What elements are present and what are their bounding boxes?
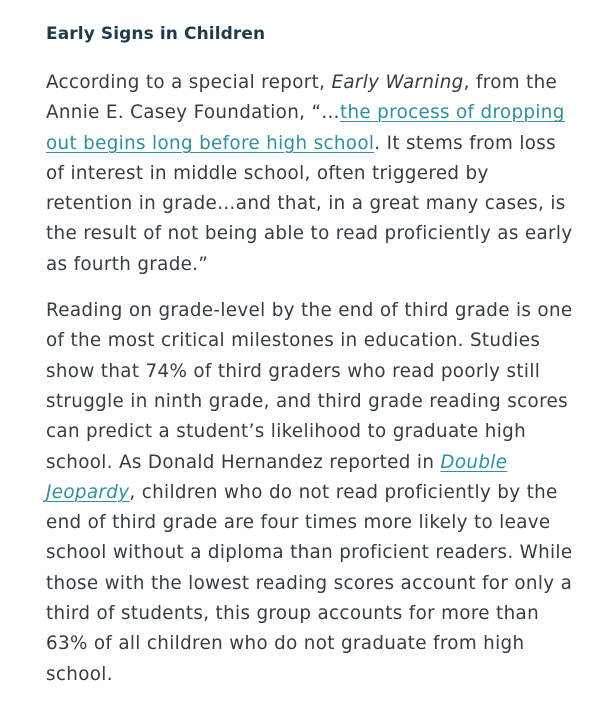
p1-text-2: , from the Annie E. Casey Foundation, “… xyxy=(46,72,558,124)
paragraph-early-warning xyxy=(46,68,576,280)
p2-text-1: Reading on grade-level by the end of third grade is one of the most critical milestones in education. Studies show that 74% of third graders who read poorly still struggle in ninth grade, and third grade reading scores can predict a student’s likelihood to graduate high school. As Donald Hernandez reported in xyxy=(46,300,573,473)
p1-text-1: According to a special report, xyxy=(46,72,332,93)
p1-text-3: . It stems from loss of interest in middle school, often triggered by retention in grade…and that, in a great many cases, is the result of not being able to read proficiently as early as fourth grade.” xyxy=(46,132,573,275)
report-title: Early Warning xyxy=(331,72,464,93)
section-heading: Early Signs in Children xyxy=(46,24,266,44)
paragraph-third-grade-reading xyxy=(46,296,576,690)
p2-text-2: , children who do not read proficiently by the end of third grade are four times more likely to leave school without a diploma than proficient readers. While those with the lowest reading scores account for only a third of students, this group accounts for more than 63% of all children who do not graduate from high school. xyxy=(46,481,573,685)
article xyxy=(46,22,576,706)
dropout-process-link[interactable]: the process of dropping out begins long before high school xyxy=(46,102,565,154)
double-jeopardy-title: Double Jeopardy xyxy=(46,451,508,503)
